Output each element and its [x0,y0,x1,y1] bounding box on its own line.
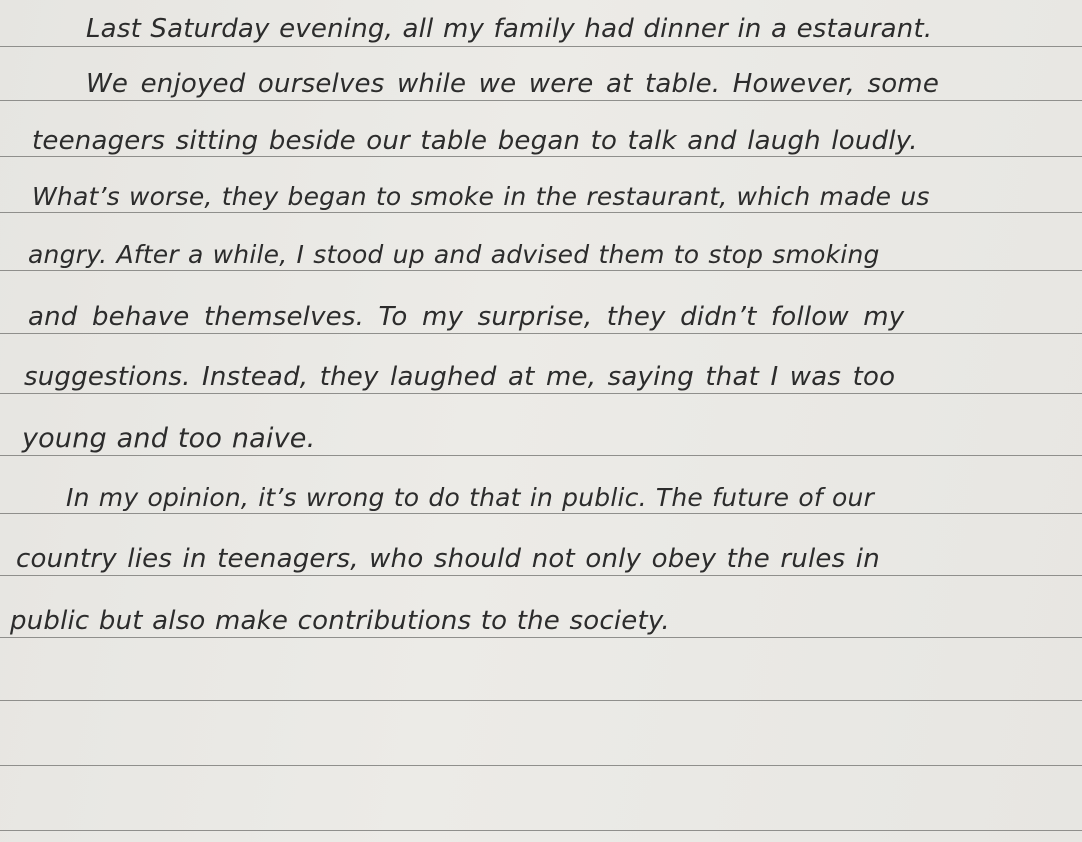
essay-line: teenagers sitting beside our table began to talk and laugh loudly. [32,126,918,156]
essay-line: young and too naive. [22,423,316,454]
essay-line: We enjoyed ourselves while we were at table. However, some [86,69,940,99]
essay-line: suggestions. Instead, they laughed at me, saying that I was too [24,362,896,392]
essay-line: and behave themselves. To my surprise, they didn’t follow my [28,302,905,332]
ruled-line [0,700,1082,701]
ruled-line [0,765,1082,766]
essay-line: public but also make contributions to the society. [10,606,670,636]
essay-line: angry. After a while, I stood up and advised them to stop smoking [28,240,880,269]
essay-line: Last Saturday evening, all my family had dinner in a estaurant. [86,14,933,44]
ruled-line [0,46,1082,47]
essay-line: country lies in teenagers, who should not only obey the rules in [16,544,880,574]
essay-line: What’s worse, they began to smoke in the restaurant, which made us [32,182,930,211]
essay-line: In my opinion, it’s wrong to do that in public. The future of our [66,483,875,512]
ruled-line [0,830,1082,831]
